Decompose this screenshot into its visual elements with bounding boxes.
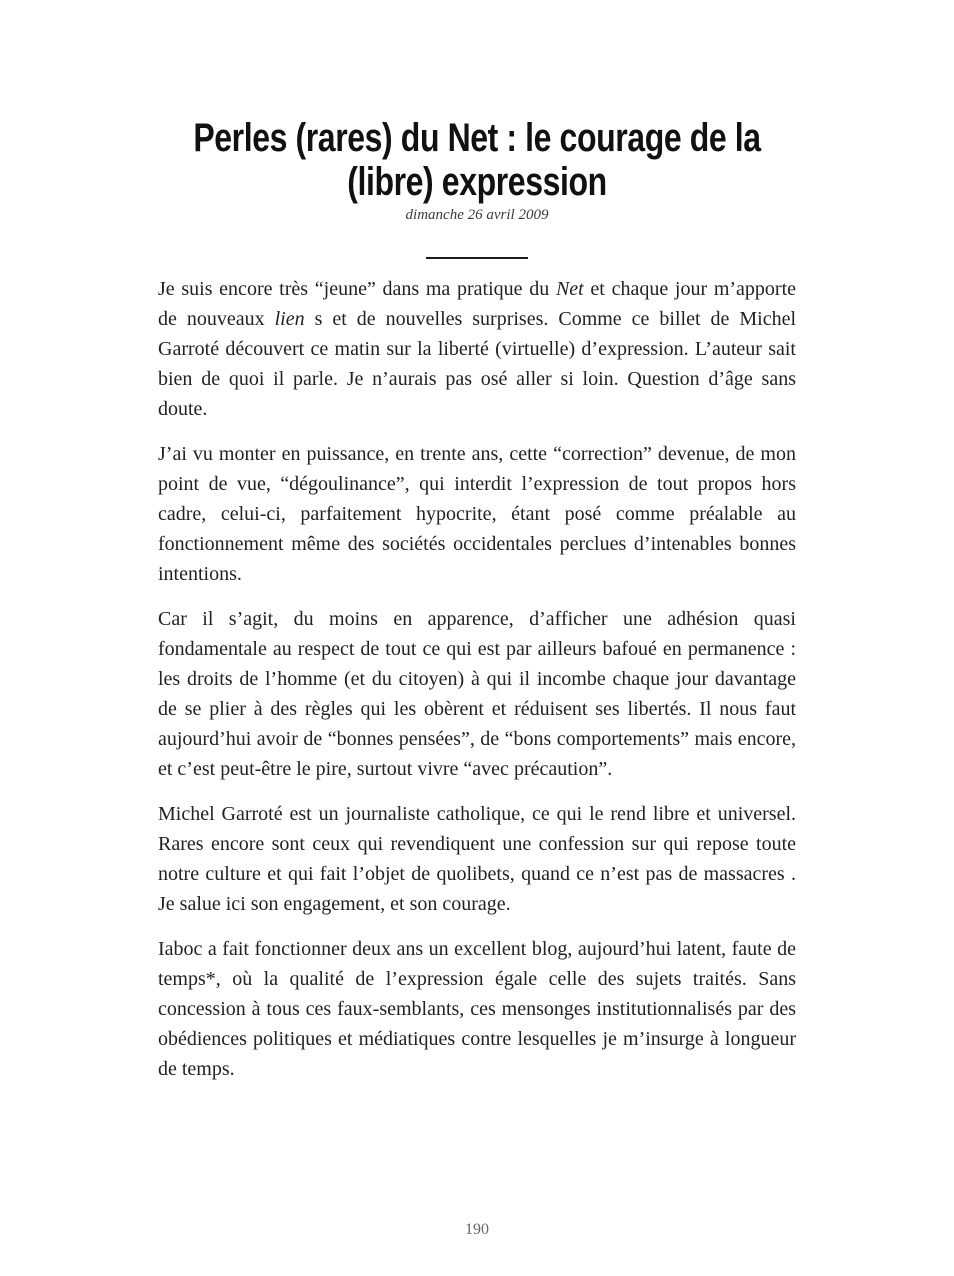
- paragraph: Je suis encore très “jeune” dans ma pratique du Net et chaque jour m’apporte de nouveaux lien s et de nouvelles surprises. Comme ce billet de Michel Garroté découvert ce matin sur la liberté (virtuelle) d’expression. L’auteur sait bien de quoi il parle. Je n’aurais pas osé aller si loin. Question d’âge sans doute.: [158, 278, 797, 420]
- page-title-text: Perles (rares) du Net : le courage de la (libre) expression: [193, 116, 761, 204]
- paragraph: Michel Garroté est un journaliste catholique, ce qui le rend libre et universel. Rares encore sont ceux qui revendiquent une confession sur qui repose toute notre culture et qui fait l’objet de quolibets, quand ce n’est pas de massacres . Je salue ici son engagement, et son courage.: [158, 803, 796, 915]
- section-divider: [426, 257, 528, 259]
- paragraph: J’ai vu monter en puissance, en trente ans, cette “correction” devenue, de mon point de vue, “dégoulinance”, qui interdit l’expression de tout propos hors cadre, celui-ci, parfaitement hypocrite, étant posé comme préalable au fonctionnement même des sociétés occidentales perclues d’intenables bonnes intentions.: [158, 443, 796, 585]
- paragraph: Car il s’agit, du moins en apparence, d’afficher une adhésion quasi fondamentale au respect de tout ce qui est par ailleurs bafoué en permanence : les droits de l’homme (et du citoyen) à qui il incombe chaque jour davantage de se plier à des règles qui les obèrent et réduisent ses libertés. Il nous faut aujourd’hui avoir de “bonnes pensées”, de “bons comportements” mais encore, et c’est peut-être le pire, surtout vivre “avec précaution”.: [158, 608, 796, 780]
- post-date: dimanche 26 avril 2009: [405, 207, 549, 223]
- paragraph: Iaboc a fait fonctionner deux ans un excellent blog, aujourd’hui latent, faute de temps*, où la qualité de l’expression égale celle des sujets traités. Sans concession à tous ces faux-semblants, ces mensonges institutionnalisés par des obédiences politiques et médiatiques contre lesquelles je m’insurge à longueur de temps.: [158, 938, 796, 1080]
- article-body: [158, 274, 796, 1084]
- page-number: 190: [465, 1221, 489, 1238]
- page-title: [0, 116, 954, 204]
